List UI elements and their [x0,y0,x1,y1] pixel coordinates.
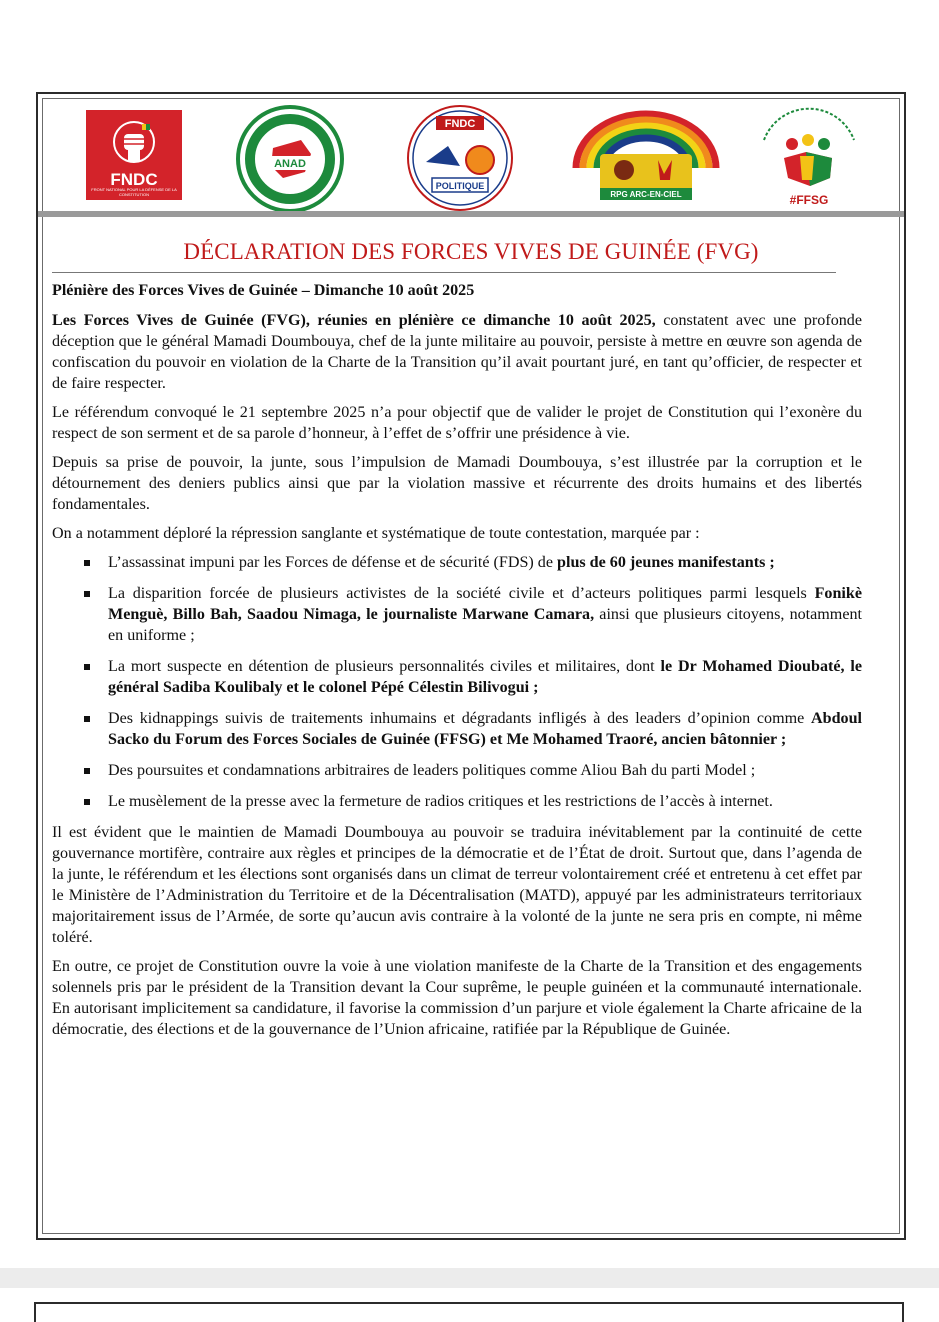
list-item: La disparition forcée de plusieurs activistes de la société civile et d’acteurs politiques parmi lesquels Fonikè Menguè, Billo Bah, Saadou Nimaga, le journaliste Marwane Camara, ainsi que plusieurs citoyens, notamment en uniforme ; [52,583,862,646]
anad-logo [235,104,345,214]
bullet-icon [84,716,90,722]
paragraph-1-text: constatent avec une profonde déception que le général Mamadi Doumbouya, chef de la junte militaire au pouvoir, persiste à mettre en œuvre son agenda de confiscation du pouvoir en violation de la Charte de la Transition qu’il avait pourtant juré, en tant qu’officier, de respecter et de faire respecter. [52,312,862,392]
document-frame [36,92,906,1240]
logo-band [38,94,904,212]
list-item: Le musèlement de la presse avec la fermeture de radios critiques et les restrictions de l’accès à internet. [52,791,862,812]
list-item: L’assassinat impuni par les Forces de défense et de sécurité (FDS) de plus de 60 jeunes manifestants ; [52,552,862,573]
page-separator [0,1268,939,1288]
fndc-politique-bottom-text: POLITIQUE [435,181,485,191]
document-body [52,280,862,1048]
bullet-icon [84,591,90,597]
paragraph-4: On a notamment déploré la répression sanglante et systématique de toute contestation, marquée par : [52,525,700,542]
document-subtitle: Plénière des Forces Vives de Guinée – Dimanche 10 août 2025 [52,282,475,299]
bullet-icon [84,560,90,566]
next-page-frame [34,1302,904,1322]
title-rule [52,272,836,273]
fndc-politique-logo [404,104,516,212]
paragraph-3: Depuis sa prise de pouvoir, la junte, sous l’impulsion de Mamadi Doumbouya, s’est illustrée par la corruption et le détournement des deniers publics ainsi que par la violation massive et récurrente des droits humains et des libertés fondamentales. [52,454,862,513]
paragraph-5: Il est évident que le maintien de Mamadi Doumbouya au pouvoir se traduira inévitablement par la continuité de cette gouvernance mortifère, contraire aux règles et principes de la démocratie et de l’État de droit. Surtout que, dans l’agenda de la junte, le référendum et les élections sont organisés dans un climat de terreur volontairement créé et entretenu à cet effet par le Ministère de l’Administration du Territoire et de la Décentralisation (MATD), appuyé par les administrateurs territoriaux majoritairement issus de l’Armée, de sorte qu’aucun avis contraire à la volonté de la junte ne sera pris en compte, ni même toléré. [52,824,862,946]
ffsg-logo-tag: #FFSG [789,193,829,207]
list-item: Des poursuites et condamnations arbitraires de leaders politiques comme Aliou Bah du parti Model ; [52,760,862,781]
bullet-icon [84,768,90,774]
paragraph-1 [52,310,862,394]
list-item: La mort suspecte en détention de plusieurs personnalités civiles et militaires, dont le Dr Mohamed Dioubaté, le général Sadiba Koulibaly et le colonel Pépé Célestin Bilivogui ; [52,656,862,698]
paragraph-2: Le référendum convoqué le 21 septembre 2025 n’a pour objectif que de valider le projet de Constitution qui l’exonère du respect de son serment et de sa parole d’honneur, à l’effet de s’offrir une présidence à vie. [52,404,862,442]
fndc-logo [86,110,182,200]
fndc-politique-top-text: FNDC [444,118,476,130]
rpg-logo-text: RPG ARC-EN-CIEL [610,190,682,199]
repression-list [52,552,862,812]
anad-logo-text: ANAD [274,158,306,170]
paragraph-1-bold: Les Forces Vives de Guinée (FVG), réunies en plénière ce dimanche 10 août 2025, [52,312,656,329]
header-divider [38,211,904,217]
paragraph-6: En outre, ce projet de Constitution ouvre la voie à une violation manifeste de la Charte de la Transition et des engagements solennels pris par le président de la Transition devant la Cour suprême, le peuple guinéen et la communauté internationale. En autorisant implicitement sa candidature, il favorise la commission d’un parjure et viole également la Charte africaine de la démocratie, des élections et de la gouvernance de l’Union africaine, ratifiée par la République de Guinée. [52,958,862,1038]
fist-icon [110,118,158,170]
fndc-logo-text: FNDC [110,170,158,189]
document-title: DÉCLARATION DES FORCES VIVES DE GUINÉE (FVG) [183,239,759,264]
list-item: Des kidnappings suivis de traitements inhumains et dégradants infligés à des leaders d’opinion comme Abdoul Sacko du Forum des Forces Sociales de Guinée (FFSG) et Me Mohamed Traoré, ancien bâtonnier ; [52,708,862,750]
fndc-logo-subtext: FRONT NATIONAL POUR LA DÉFENSE DE LA CONSTITUTION [91,187,177,197]
bullet-icon [84,664,90,670]
ffsg-logo [750,100,868,212]
rpg-arc-en-ciel-logo [572,108,720,206]
bullet-icon [84,799,90,805]
